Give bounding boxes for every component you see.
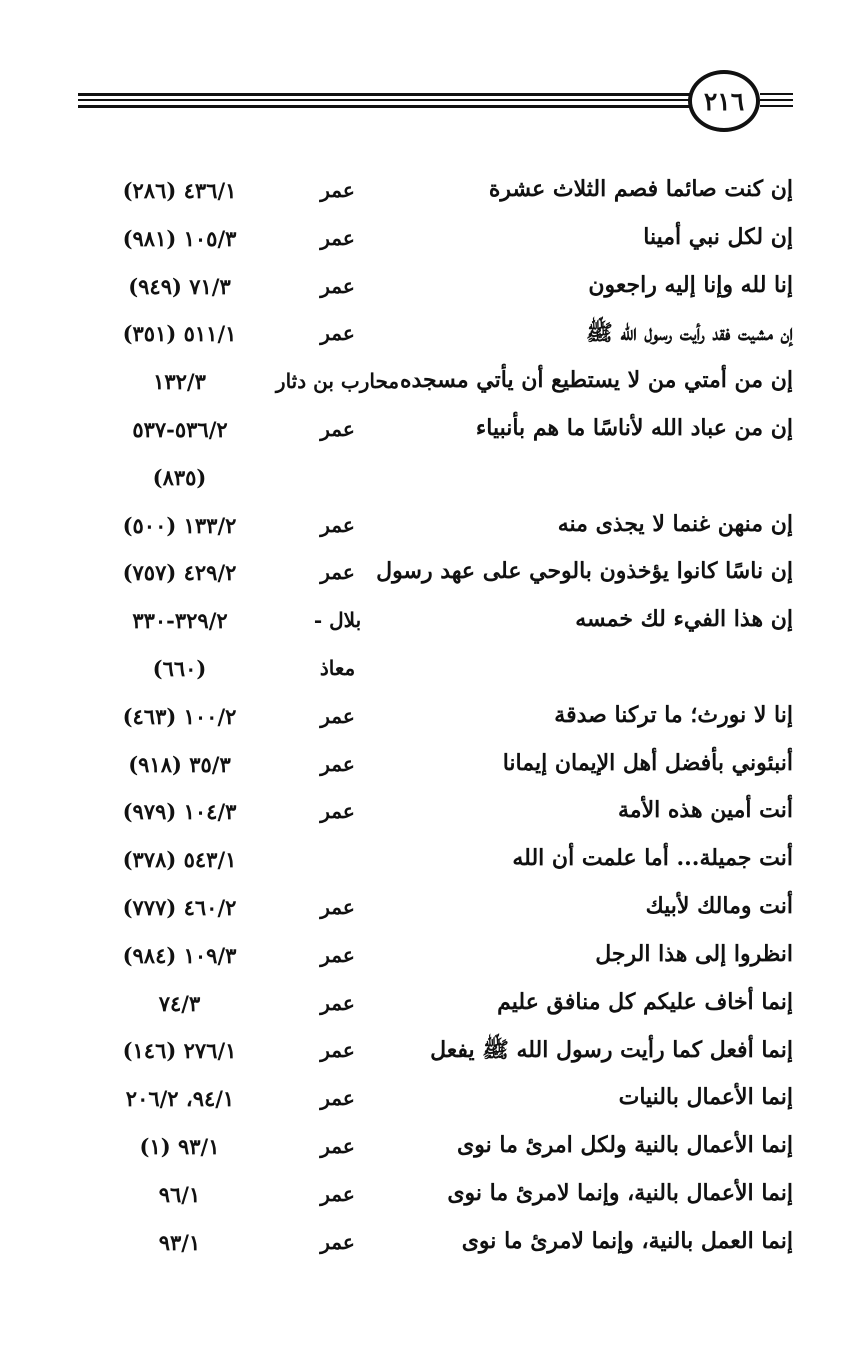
hadith-text: إن من عباد الله لأناسًا ما هم بأنبياء [475,414,793,441]
reference: ٧١/٣ (٩٤٩) [128,273,231,299]
reference: ٤٦٠/٢ (٧٧٧) [122,894,237,920]
index-entry [0,409,855,457]
index-entry [0,1222,855,1270]
hadith-text: إن هذا الفيء لك خمسه [575,606,793,633]
reference: (٨٣٥) [152,464,207,490]
narrator: عمر [320,321,355,346]
hadith-text: إن من أمتي من لا يستطيع أن يأتي مسجده [399,367,793,394]
index-entry [0,1078,855,1126]
hadith-text: إنا لله وإنا إليه راجعون [588,271,793,298]
index-entry [0,1126,855,1174]
header-rule [78,105,698,108]
hadith-text: إن كنت صائما فصم الثلاث عشرة [488,176,793,202]
hadith-text: إنما أخاف عليكم كل منافق عليم [497,988,793,1015]
narrator: عمر [320,273,355,298]
index-entry [0,887,855,935]
narrator: عمر [320,1133,355,1158]
index-entry [0,1174,855,1222]
header-rule [760,105,793,107]
reference: ١٣٣/٢ (٥٠٠) [122,512,237,538]
narrator: عمر [320,1229,355,1254]
reference: ٥١١/١ (٣٥١) [122,321,237,347]
index-entry [0,1030,855,1078]
reference: ٥٤٣/١ (٣٧٨) [122,847,237,873]
reference: ٣٥/٣ (٩١٨) [128,751,231,777]
narrator: عمر [320,990,355,1015]
hadith-text: إن منهن غنما لا يجذى منه [557,510,793,537]
index-entry [0,600,855,648]
header-rule [760,99,793,101]
index-entry [0,696,855,744]
hadith-text: إنما العمل بالنية، وإنما لامرئ ما نوى [461,1227,793,1254]
reference: ٢٧٦/١ (١٤٦) [122,1038,237,1064]
reference: ٩٤/١، ٢٠٦/٢ [125,1086,235,1112]
hadith-text: إن ناسًا كانوا يؤخذون بالوحي على عهد رسول [376,558,793,585]
hadith-text: أنت أمين هذه الأمة [617,797,793,824]
reference: ١٠٩/٣ (٩٨٤) [122,942,237,968]
index-entry [0,552,855,600]
hadith-text: أنبئوني بأفضل أهل الإيمان إيمانا [502,749,793,776]
narrator: عمر [320,1086,355,1111]
narrator: بلال - [313,608,362,633]
index-entry [0,839,855,887]
header-rule [78,99,698,101]
hadith-text: إن مشيت فقد رأيت رسول الله ﷺ [586,320,793,347]
index-entry [0,744,855,792]
reference: ٣٢٩/٢-٣٣٠ [132,608,228,634]
reference: ٩٣/١ [158,1229,201,1255]
narrator: عمر [320,512,355,537]
page-header [0,0,855,150]
narrator: عمر [320,560,355,585]
reference: ٩٦/١ [158,1181,201,1207]
narrator: عمر [320,894,355,919]
narrator: عمر [320,178,355,202]
index-entry [0,983,855,1031]
page-number: ٢١٦ [688,70,760,132]
index-entry [0,935,855,983]
header-rule [760,93,793,95]
hadith-text: إنما الأعمال بالنية، وإنما لامرئ ما نوى [447,1179,793,1206]
reference: ١٣٢/٣ [153,369,206,395]
index-entry [0,170,855,218]
hadith-text: إنما الأعمال بالنيات [618,1084,793,1111]
reference: ٤٢٩/٢ (٧٥٧) [122,560,237,586]
reference: ٥٣٦/٢-٥٣٧ [132,416,228,442]
index-entry [0,266,855,314]
index-entry [0,313,855,361]
hadith-text: أنت جميلة... أما علمت أن الله [512,845,793,872]
hadith-text: إنما الأعمال بالنية ولكل امرئ ما نوى [457,1131,793,1158]
narrator: محارب بن دثار [275,369,400,394]
hadith-text: إنما أفعل كما رأيت رسول الله ﷺ يفعل [430,1037,793,1064]
index-entry [0,648,855,696]
index-entry [0,505,855,553]
narrator: عمر [320,751,355,776]
reference: ٩٣/١ (١) [139,1133,220,1159]
hadith-text: إنا لا نورث؛ ما تركنا صدقة [554,701,793,728]
hadith-text: أنت ومالك لأبيك [645,892,793,919]
narrator: عمر [320,703,355,728]
reference: ٧٤/٣ [158,990,201,1016]
hadith-index-list [0,170,855,1269]
narrator: عمر [320,1038,355,1063]
reference: (٦٦٠) [152,655,207,681]
narrator: عمر [320,942,355,967]
narrator: عمر [320,799,355,824]
reference: ١٠٤/٣ (٩٧٩) [122,799,237,825]
narrator: عمر [320,1181,355,1206]
header-rule [78,93,698,96]
index-entry [0,361,855,409]
reference: ١٠٥/٣ (٩٨١) [122,225,237,251]
reference: ١٠٠/٢ (٤٦٣) [122,703,237,729]
reference: ٤٣٦/١ (٢٨٦) [122,178,237,203]
index-entry [0,457,855,505]
narrator: عمر [320,416,355,441]
hadith-text: إن لكل نبي أمينا [643,223,793,250]
narrator: عمر [320,225,355,250]
index-entry [0,218,855,266]
index-entry [0,791,855,839]
hadith-text: انظروا إلى هذا الرجل [595,940,793,967]
narrator: معاذ [319,655,356,680]
